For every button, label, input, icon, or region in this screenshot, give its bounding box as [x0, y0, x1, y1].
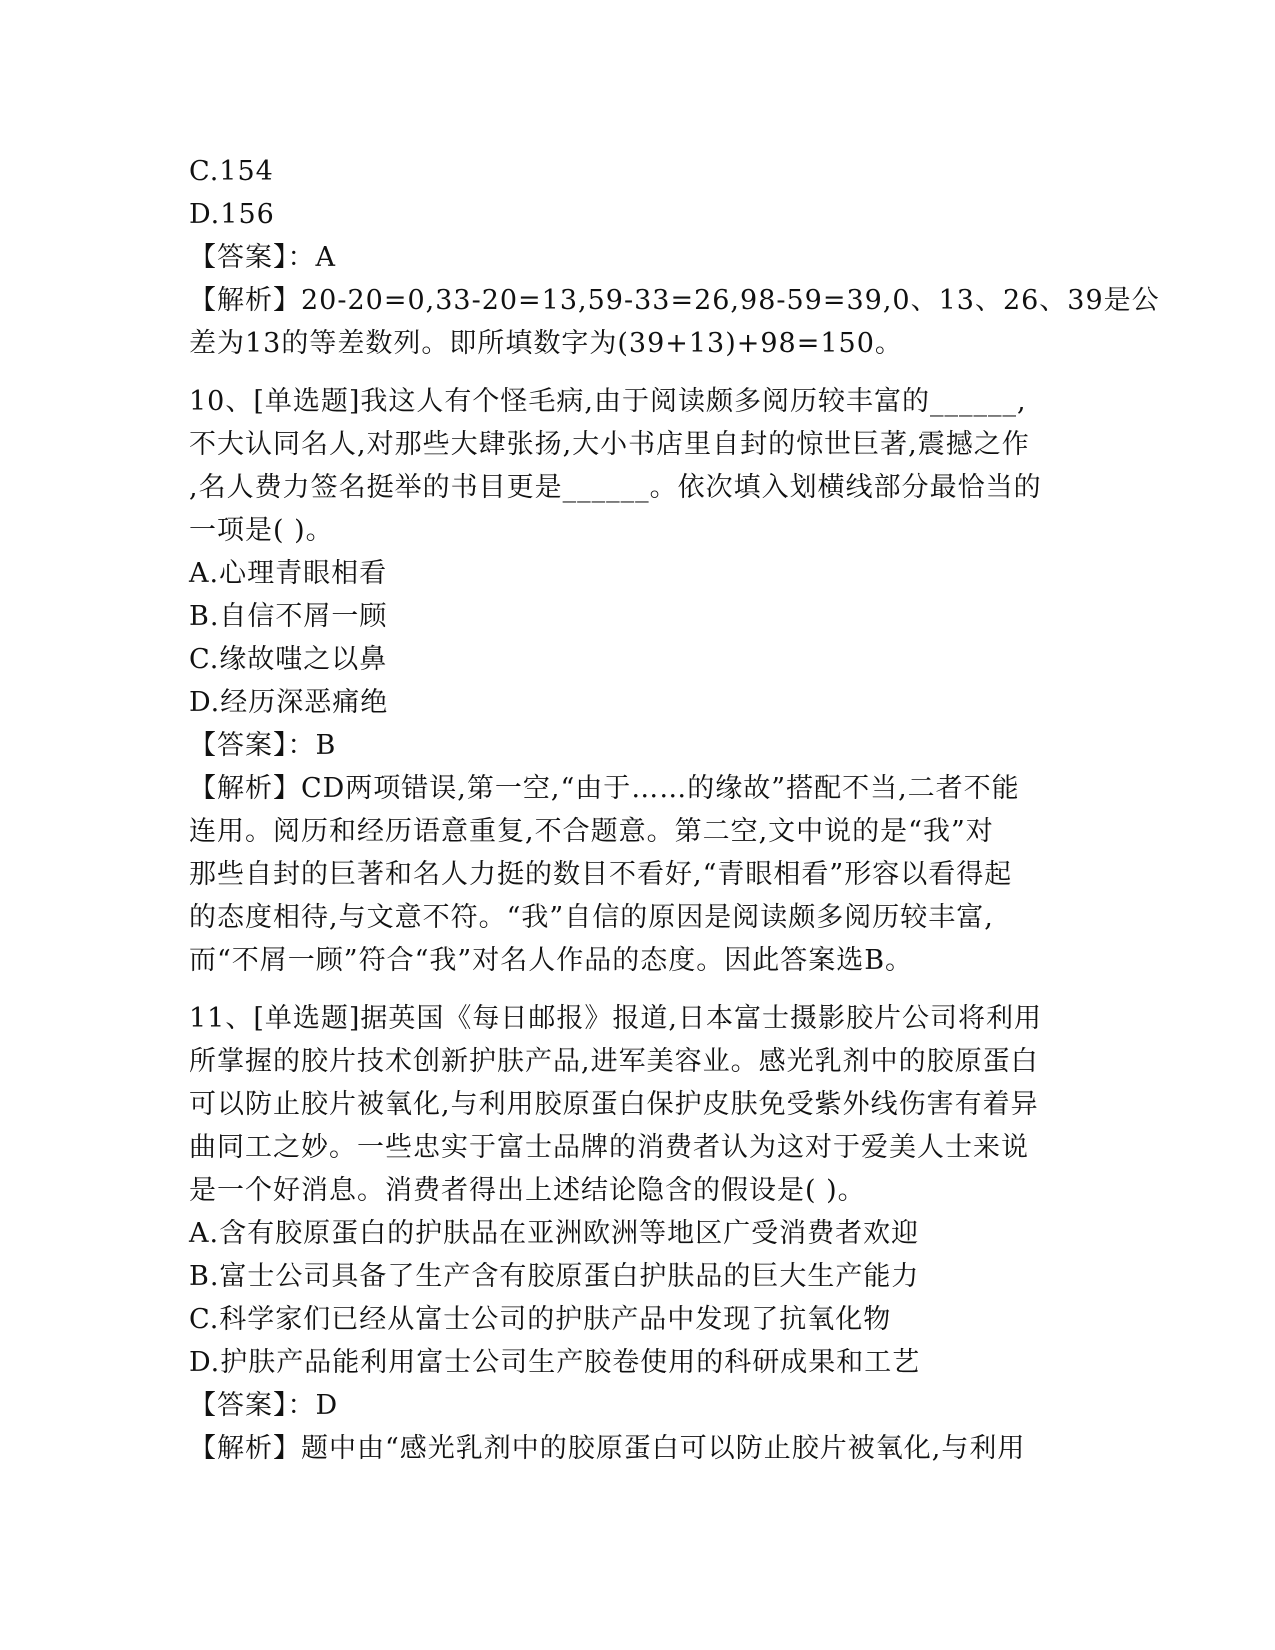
option-c: C.缘故嗤之以鼻	[189, 644, 388, 675]
question-stem-line: 10、[单选题]我这人有个怪毛病,由于阅读颇多阅历较丰富的______,	[189, 386, 1027, 417]
analysis-line: 差为13的等差数列。即所填数字为(39+13)+98=150。	[189, 328, 903, 359]
analysis-line: 连用。阅历和经历语意重复,不合题意。第二空,文中说的是“我”对	[189, 816, 994, 847]
analysis-line: 那些自封的巨著和名人力挺的数目不看好,“青眼相看”形容以看得起	[189, 859, 1013, 890]
analysis-line: 的态度相待,与文意不符。“我”自信的原因是阅读颇多阅历较丰富,	[189, 902, 994, 933]
option-c: C.154	[189, 156, 274, 187]
question-stem-line: 一项是( )。	[189, 515, 334, 546]
question-stem-line: 11、[单选题]据英国《每日邮报》报道,日本富士摄影胶片公司将利用	[189, 1003, 1043, 1034]
option-d: D.护肤产品能利用富士公司生产胶卷使用的科研成果和工艺	[189, 1347, 921, 1378]
option-a: A.含有胶原蛋白的护肤品在亚洲欧洲等地区广受消费者欢迎	[189, 1218, 920, 1249]
question-stem-line: 不大认同名人,对那些大肆张扬,大小书店里自封的惊世巨著,震撼之作	[189, 429, 1030, 460]
analysis-line: 【解析】题中由“感光乳剂中的胶原蛋白可以防止胶片被氧化,与利用	[189, 1433, 1026, 1464]
analysis-line: 而“不屑一顾”符合“我”对名人作品的态度。因此答案选B。	[189, 945, 914, 976]
analysis-line: 【解析】CD两项错误,第一空,“由于……的缘故”搭配不当,二者不能	[189, 773, 1020, 804]
question-stem-line: 曲同工之妙。一些忠实于富士品牌的消费者认为这对于爱美人士来说	[189, 1132, 1029, 1163]
option-b: B.富士公司具备了生产含有胶原蛋白护肤品的巨大生产能力	[189, 1261, 920, 1292]
question-spacer	[189, 365, 1089, 380]
option-c: C.科学家们已经从富士公司的护肤产品中发现了抗氧化物	[189, 1304, 892, 1335]
page-content	[189, 150, 1160, 1470]
option-b: B.自信不屑一顾	[189, 601, 388, 632]
question-spacer	[189, 982, 1089, 997]
answer-line: 【答案】：A	[189, 242, 336, 273]
question-stem-line: 所掌握的胶片技术创新护肤产品,进军美容业。感光乳剂中的胶原蛋白	[189, 1046, 1039, 1077]
option-d: D.156	[189, 199, 275, 230]
question-stem-line: ,名人费力签名挺举的书目更是______。依次填入划横线部分最恰当的	[189, 472, 1042, 503]
question-stem-line: 是一个好消息。消费者得出上述结论隐含的假设是( )。	[189, 1175, 866, 1206]
question-10	[189, 380, 1089, 982]
question-stem-line: 可以防止胶片被氧化,与利用胶原蛋白保护皮肤免受紫外线伤害有着异	[189, 1089, 1039, 1120]
answer-line: 【答案】：D	[189, 1390, 339, 1421]
previous-question-tail	[189, 150, 1160, 365]
option-a: A.心理青眼相看	[189, 558, 388, 589]
answer-line: 【答案】：B	[189, 730, 337, 761]
analysis-line: 【解析】20-20=0,33-20=13,59-33=26,98-59=39,0、13、26、39是公	[189, 285, 1160, 316]
option-d: D.经历深恶痛绝	[189, 687, 389, 718]
question-11	[189, 997, 1089, 1470]
